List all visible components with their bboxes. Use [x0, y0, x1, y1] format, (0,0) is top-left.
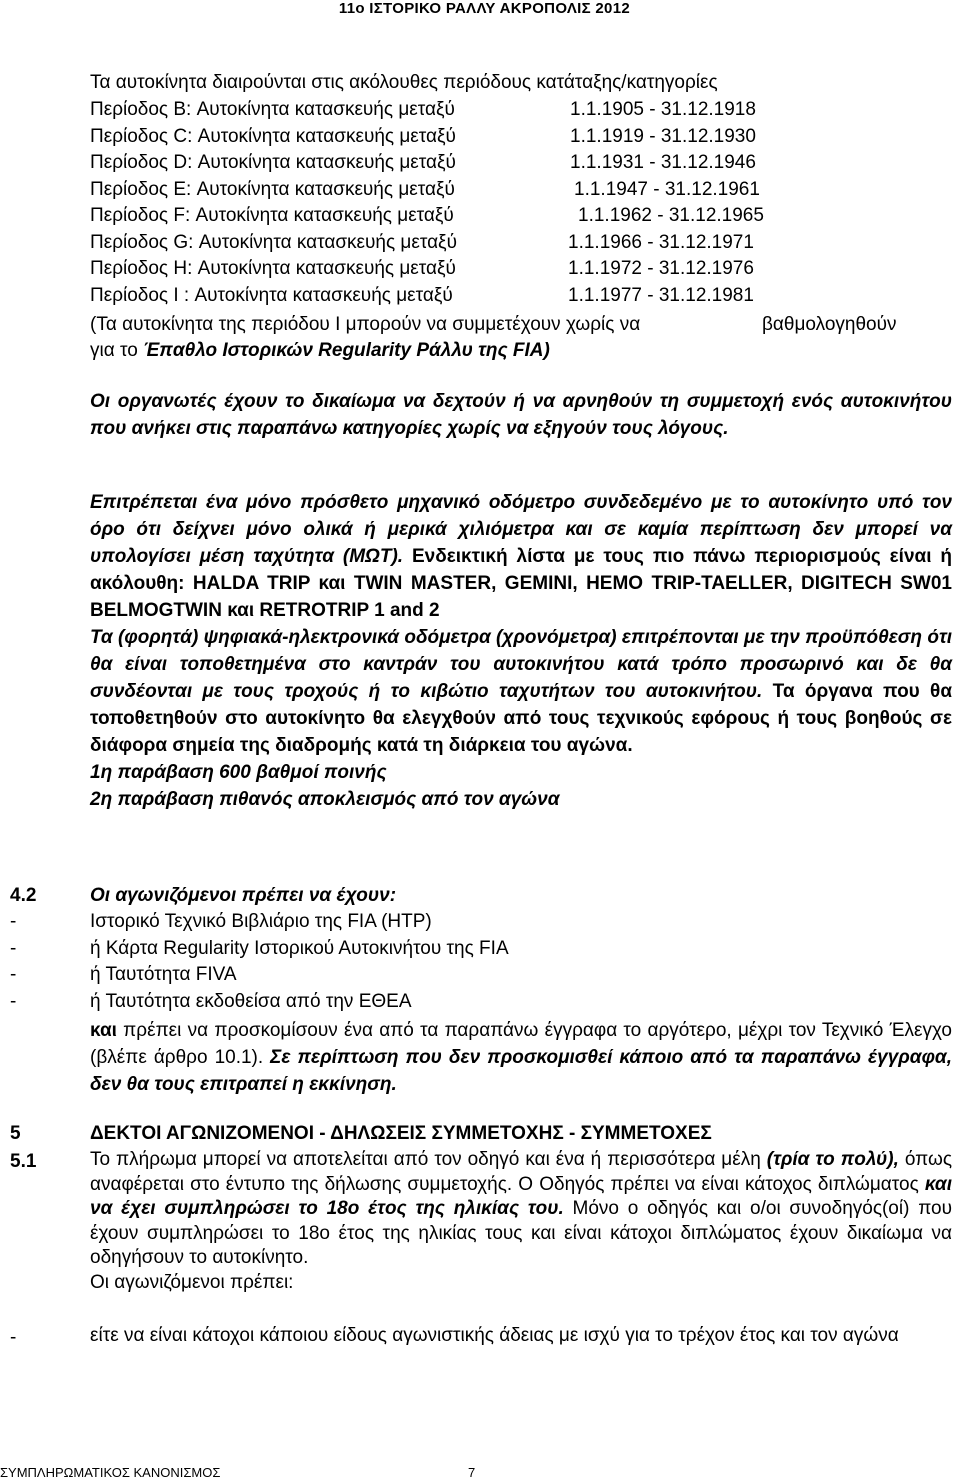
period-label: Περίοδος D: Αυτοκίνητα κατασκευής μεταξύ: [90, 152, 456, 173]
page-header: [0, 0, 960, 20]
period-row: [90, 125, 756, 148]
organisers-right-paragraph: Οι οργανωτές έχουν το δικαίωμα να δεχτούν ή να αρνηθούν τη συμμετοχή ενός αυτοκινήτου που ανήκει στις παραπάνω κατηγορίες χωρίς να εξηγούν τους λόγους.: [90, 391, 952, 439]
period-note-line1: (Τα αυτοκίνητα της περιόδου Ι μπορούν να συμμετέχουν χωρίς να: [90, 314, 641, 335]
section-5-1-number: 5.1: [10, 1151, 37, 1172]
period-dates: 1.1.1931 - 31.12.1946: [570, 152, 756, 173]
period-dates: 1.1.1919 - 31.12.1930: [570, 125, 756, 147]
period-note-line1-end: βαθμολογηθούν: [762, 314, 897, 335]
period-dates: 1.1.1966 - 31.12.1971: [568, 231, 754, 253]
period-dates: 1.1.1905 - 31.12.1918: [570, 99, 756, 120]
period-label: Περίοδος G: Αυτοκίνητα κατασκευής μεταξύ: [90, 231, 457, 253]
period-note-line2: για το Έπαθλο Ιστορικών Regularity Ράλλυ της FIA): [90, 340, 550, 361]
period-label: Περίοδος I : Αυτοκίνητα κατασκευής μεταξύ: [90, 284, 453, 306]
period-label: Περίοδος C: Αυτοκίνητα κατασκευής μεταξύ: [90, 125, 456, 147]
period-row: [90, 231, 754, 254]
section-4-2-requirement: και πρέπει να προσκομίσουν ένα από τα παραπάνω έγγραφα το αργότερο, μέχρι τον Τεχνικό Έλεγχο (βλέπε άρθρο 10.1). Σε περίπτωση που δεν προσκομισθεί κάποιο από τα παραπάνω έγγραφα, δεν θα τους επιτραπεί η εκκίνηση.: [90, 1020, 952, 1095]
section-4-2-warning: Σε περίπτωση που δεν προσκομισθεί κάποιο από τα παραπάνω έγγραφα, δεν θα τους επιτραπεί η εκκίνηση.: [90, 1047, 952, 1095]
period-row: [90, 99, 756, 121]
period-row: [90, 205, 764, 227]
section-5-1-bullet: είτε να είναι κάτοχοι κάποιου είδους αγωνιστικής άδειας με ισχύ για το τρέχον έτος και τον αγώνα: [90, 1325, 899, 1346]
periods-intro: Τα αυτοκίνητα διαιρούνται στις ακόλουθες περιόδους κατάταξης/κατηγορίες: [90, 72, 718, 93]
odometer-paragraph: Επιτρέπεται ένα μόνο πρόσθετο μηχανικό οδόμετρο συνδεδεμένο με το αυτοκίνητο υπό τον όρο ότι δείχνει μόνο ολικά ή μερικά χιλιόμετρα και σε καμία περίπτωση δεν μπορεί να υπολογίσει μέση ταχύτητα (ΜΩΤ). Ενδεικτική λίστα με τους πιο πάνω περιορισμούς είναι ή ακόλουθη: HALDA TRIP και TWIN MASTER, GEMINI, HEMO TRIP-TAELLER, DIGITECH SW01 BELMOGTWIN και RETROTRIP 1 and 2 Τα (φορητά) ψηφιακά-ηλεκτρονικά οδόμετρα (χρονόμετρα) επιτρέπονται με την προϋπόθεση ότι θα είναι τοποθετημένα στο καντράν του αυτοκινήτου κατά τρόπο προσωρινό και δε θα συνδέονται με τους τροχούς ή το κιβώτιο ταχυτήτων του αυτοκινήτου. Τα όργανα που θα τοποθετηθούν στο αυτοκίνητο θα ελεγχθούν από τους τεχνικούς εφόρους ή τους βοηθούς σε διάφορα σημεία της διαδρομής κατά τη διάρκεια του αγώνα. 1η παράβαση 600 βαθμοί ποινής 2η παράβαση πιθανός αποκλεισμός από τον αγώνα: [90, 492, 953, 810]
list-dash: -: [10, 964, 17, 985]
list-item: Ιστορικό Τεχνικό Βιβλιάριο της FIA (HTP): [90, 911, 432, 932]
list-dash: -: [10, 990, 17, 1012]
period-dates: 1.1.1972 - 31.12.1976: [568, 258, 754, 279]
period-dates: 1.1.1962 - 31.12.1965: [578, 205, 764, 226]
period-row: [90, 178, 760, 201]
list-item: ή Ταυτότητα FIVA: [90, 964, 237, 985]
list-item: ή Ταυτότητα εκδοθείσα από την ΕΘΕΑ: [90, 990, 412, 1012]
section-5-1-paragraph: Το πλήρωμα μπορεί να αποτελείται από τον οδηγό και ένα ή περισσότερα μέλη (τρία το πολύ), όπως αναφέρεται στο έντυπο της δήλωσης συμμετοχής. Ο Οδηγός πρέπει να είναι κάτοχος διπλώματος και να έχει συμπληρώσει το 18ο έτος της ηλικίας του. Μόνο ο οδηγός και ο/οι συνοδηγός(οί) που έχουν συμπληρώσει το 18ο έτος της ηλικίας τους και είναι κάτοχοι διπλώματος έχουν δικαίωμα να οδηγήσουν το αυτοκίνητο. Οι αγωνιζόμενοι πρέπει:: [90, 1149, 952, 1293]
period-label: Περίοδος E: Αυτοκίνητα κατασκευής μεταξύ: [90, 178, 455, 200]
period-row: [90, 152, 756, 174]
section-4-2-number: 4.2: [10, 885, 37, 906]
period-row: [90, 284, 754, 307]
period-row: [90, 258, 754, 280]
penalty-second: 2η παράβαση πιθανός αποκλεισμός από τον αγώνα: [90, 789, 560, 810]
section-5-1-must: Οι αγωνιζόμενοι πρέπει:: [90, 1271, 294, 1293]
header-title: 11ο ΙΣΤΟΡΙΚΟ ΡΑΛΛΥ ΑΚΡΟΠΟΛΙΣ 2012: [338, 0, 630, 17]
section-5-number: 5: [10, 1123, 21, 1144]
period-dates: 1.1.1947 - 31.12.1961: [574, 178, 760, 200]
page-number: 7: [468, 1465, 476, 1480]
section-5-1-dash: -: [10, 1327, 17, 1348]
section-5-heading: ΔΕΚΤΟΙ ΑΓΩΝΙΖΟΜΕΝΟΙ - ΔΗΛΩΣΕΙΣ ΣΥΜΜΕΤΟΧΗΣ - ΣΥΜΜΕΤΟΧΕΣ: [90, 1123, 712, 1144]
list-item: ή Κάρτα Regularity Ιστορικού Αυτοκινήτου της FIA: [90, 937, 509, 959]
period-label: Περίοδος F: Αυτοκίνητα κατασκευής μεταξύ: [90, 205, 454, 226]
period-label: Περίοδος H: Αυτοκίνητα κατασκευής μεταξύ: [90, 258, 456, 279]
section-4-2-heading: Οι αγωνιζόμενοι πρέπει να έχουν:: [90, 885, 397, 906]
page-footer: [0, 1465, 476, 1480]
list-dash: -: [10, 937, 17, 959]
footer-title: ΣΥΜΠΛΗΡΩΜΑΤΙΚΟΣ ΚΑΝΟΝΙΣΜΟΣ: [0, 1465, 221, 1480]
period-dates: 1.1.1977 - 31.12.1981: [568, 284, 754, 306]
period-label: Περίοδος B: Αυτοκίνητα κατασκευής μεταξύ: [90, 99, 455, 120]
list-dash: -: [10, 911, 17, 932]
penalty-first: 1η παράβαση 600 βαθμοί ποινής: [90, 762, 387, 783]
